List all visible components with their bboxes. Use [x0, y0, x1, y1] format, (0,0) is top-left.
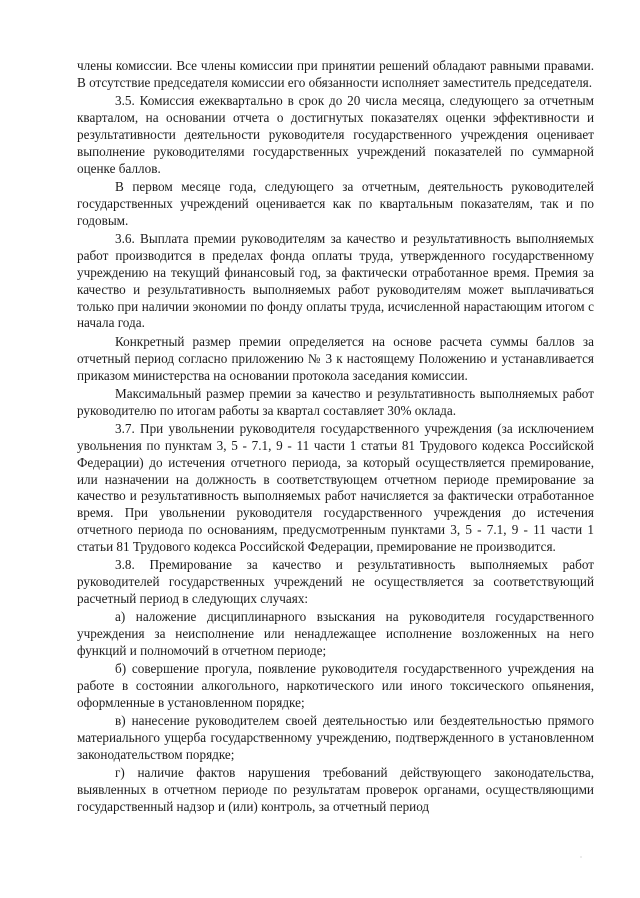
paragraph-3-7: 3.7. При увольнении руководителя государственного учреждения (за исключением увольнения по пунктам 3, 5 - 7.1, 9 - 11 части 1 статьи 81 Трудового кодекса Российской Федерации) до истечения отчетного периода, за который осуществляется премирование, или назначении на должность в соответствующем отчетном периоде премирование за качество и результативность выполняемых работ начисляется за фактически отработанное время. При увольнении руководителя государственного учреждения до истечения отчетного периода по основаниям, предусмотренным пунктами 3, 5 - 7.1, 9 - 11 части 1 статьи 81 Трудового кодекса Российской Федерации, премирование не производится. [77, 420, 594, 555]
paragraph-3-8: 3.8. Премирование за качество и результативность выполняемых работ руководителей государственных учреждений не осуществляется за соответствующий расчетный период в следующих случаях: [77, 557, 594, 607]
paragraph-max-bonus: Максимальный размер премии за качество и результативность выполняемых работ руководителю по итогам работы за квартал составляет 30% оклада. [77, 385, 594, 418]
paragraph-3-6: 3.6. Выплата премии руководителям за качество и результативность выполняемых работ производится в пределах фонда оплаты труда, утвержденного государственному учреждению на текущий финансовый год, за фактически отработанное время. Премия за качество и результативность выполняемых работ руководителям может выплачиваться только при наличии экономии по фонду оплаты труда, исчисленной нарастающим итогом с начала года. [77, 230, 594, 331]
scan-speck [580, 856, 582, 858]
paragraph-item-v: в) нанесение руководителем своей деятельностью или бездеятельностью прямого материального ущерба государственному учреждению, подтвержденного в установленном законодательством порядке; [77, 713, 594, 763]
paragraph-first-month: В первом месяце года, следующего за отчетным, деятельность руководителей государственных учреждений оценивается как по квартальным показателям, так и по годовым. [77, 178, 594, 228]
paragraph-commission-members: члены комиссии. Все члены комиссии при принятии решений обладают равными правами. В отсутствие председателя комиссии его обязанности исполняет заместитель председателя. [77, 58, 594, 90]
paragraph-item-b: б) совершение прогула, появление руководителя государственного учреждения на работе в состоянии алкогольного, наркотического или иного токсического опьянения, оформленные в установленном порядке; [77, 661, 594, 711]
paragraph-item-g: г) наличие фактов нарушения требований действующего законодательства, выявленных в отчетном периоде по результатам проверок органами, осуществляющими государственный надзор и (или) контроль, за отчетный период [77, 765, 594, 815]
paragraph-bonus-size: Конкретный размер премии определяется на основе расчета суммы баллов за отчетный период согласно приложению № 3 к настоящему Положению и устанавливается приказом министерства на основании протокола заседания комиссии. [77, 333, 594, 383]
paragraph-item-a: а) наложение дисциплинарного взыскания на руководителя государственного учреждения за неисполнение или ненадлежащее исполнение возложенных на него функций и полномочий в отчетном периоде; [77, 609, 594, 659]
document-body [77, 58, 594, 817]
paragraph-3-5: 3.5. Комиссия ежеквартально в срок до 20 числа месяца, следующего за отчетным кварталом, на основании отчета о достигнутых показателях оценки эффективности и результативности деятельности руководителя государственного учреждения оценивает выполнение руководителями государственных учреждений показателей по суммарной оценке баллов. [77, 93, 594, 176]
